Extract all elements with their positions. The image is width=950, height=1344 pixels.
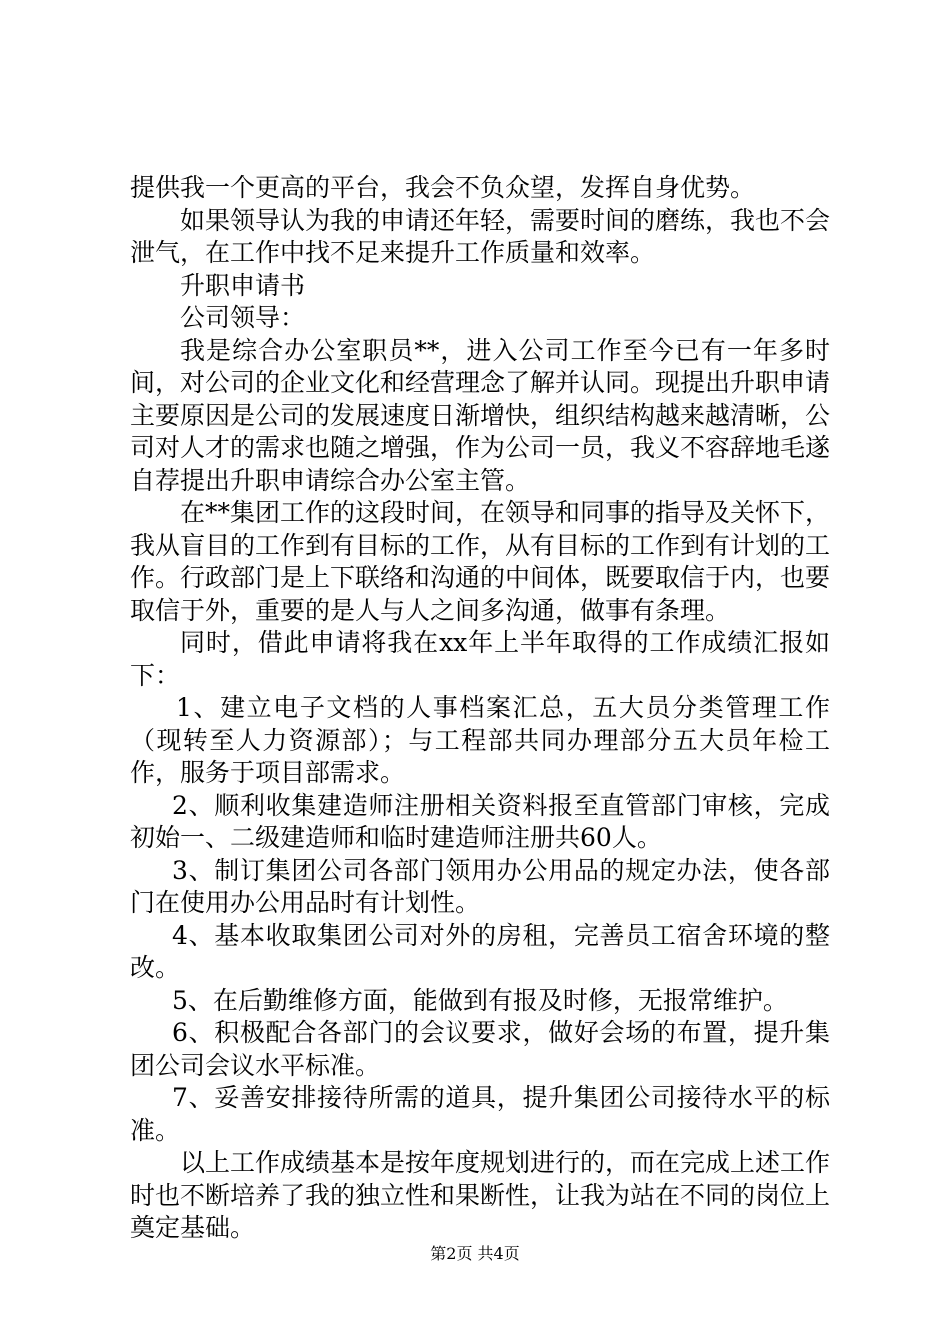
paragraph: 在**集团工作的这段时间，在领导和同事的指导及关怀下，我从盲目的工作到有目标的工作，从有目标的工作到有计划的工作。行政部门是上下联络和沟通的中间体，既要取信于内，也要取信于外，重要的是人与人之间多沟通，做事有条理。 bbox=[130, 498, 831, 625]
list-item: 2、顺利收集建造师注册相关资料报至直管部门审核，完成初始一、二级建造师和临时建造师注册共60人。 bbox=[130, 790, 830, 852]
letter-title: 升职申请书 bbox=[180, 270, 306, 300]
salutation: 公司领导： bbox=[180, 303, 306, 332]
list-item: 1、建立电子文档的人事档案汇总，五大员分类管理工作（现转至人力资源部）；与工程部共同办理部分五大员年检工作，服务于项目部需求。 bbox=[130, 693, 830, 787]
list-item: 3、制订集团公司各部门领用办公用品的规定办法，使各部门在使用办公用品时有计划性。 bbox=[130, 855, 830, 917]
paragraph: 以上工作成绩基本是按年度规划进行的，而在完成上述工作时也不断培养了我的独立性和果断性，让我为站在不同的岗位上奠定基础。 bbox=[130, 1148, 831, 1242]
list-item: 5、在后勤维修方面，能做到有报及时修，无报常维护。 bbox=[172, 985, 788, 1015]
page-number-footer: 第2页 共4页 bbox=[430, 1244, 520, 1263]
paragraph: 如果领导认为我的申请还年轻，需要时间的磨练，我也不会泄气，在工作中找不足来提升工作质量和效率。 bbox=[130, 205, 831, 267]
paragraph-continuation: 提供我一个更高的平台，我会不负众望，发挥自身优势。 bbox=[130, 173, 756, 202]
paragraph: 同时，借此申请将我在xx年上半年取得的工作成绩汇报如下： bbox=[130, 628, 830, 690]
document-body bbox=[130, 172, 830, 1245]
list-item: 4、基本收取集团公司对外的房租，完善员工宿舍环境的整改。 bbox=[130, 920, 830, 982]
list-item: 6、积极配合各部门的会议要求，做好会场的布置，提升集团公司会议水平标准。 bbox=[130, 1018, 830, 1080]
list-item: 7、妥善安排接待所需的道具，提升集团公司接待水平的标准。 bbox=[130, 1083, 830, 1145]
paragraph: 我是综合办公室职员**，进入公司工作至今已有一年多时间，对公司的企业文化和经营理念了解并认同。现提出升职申请主要原因是公司的发展速度日渐增快，组织结构越来越清晰，公司对人才的需求也随之增强，作为公司一员，我义不容辞地毛遂自荐提出升职申请综合办公室主管。 bbox=[130, 335, 831, 495]
